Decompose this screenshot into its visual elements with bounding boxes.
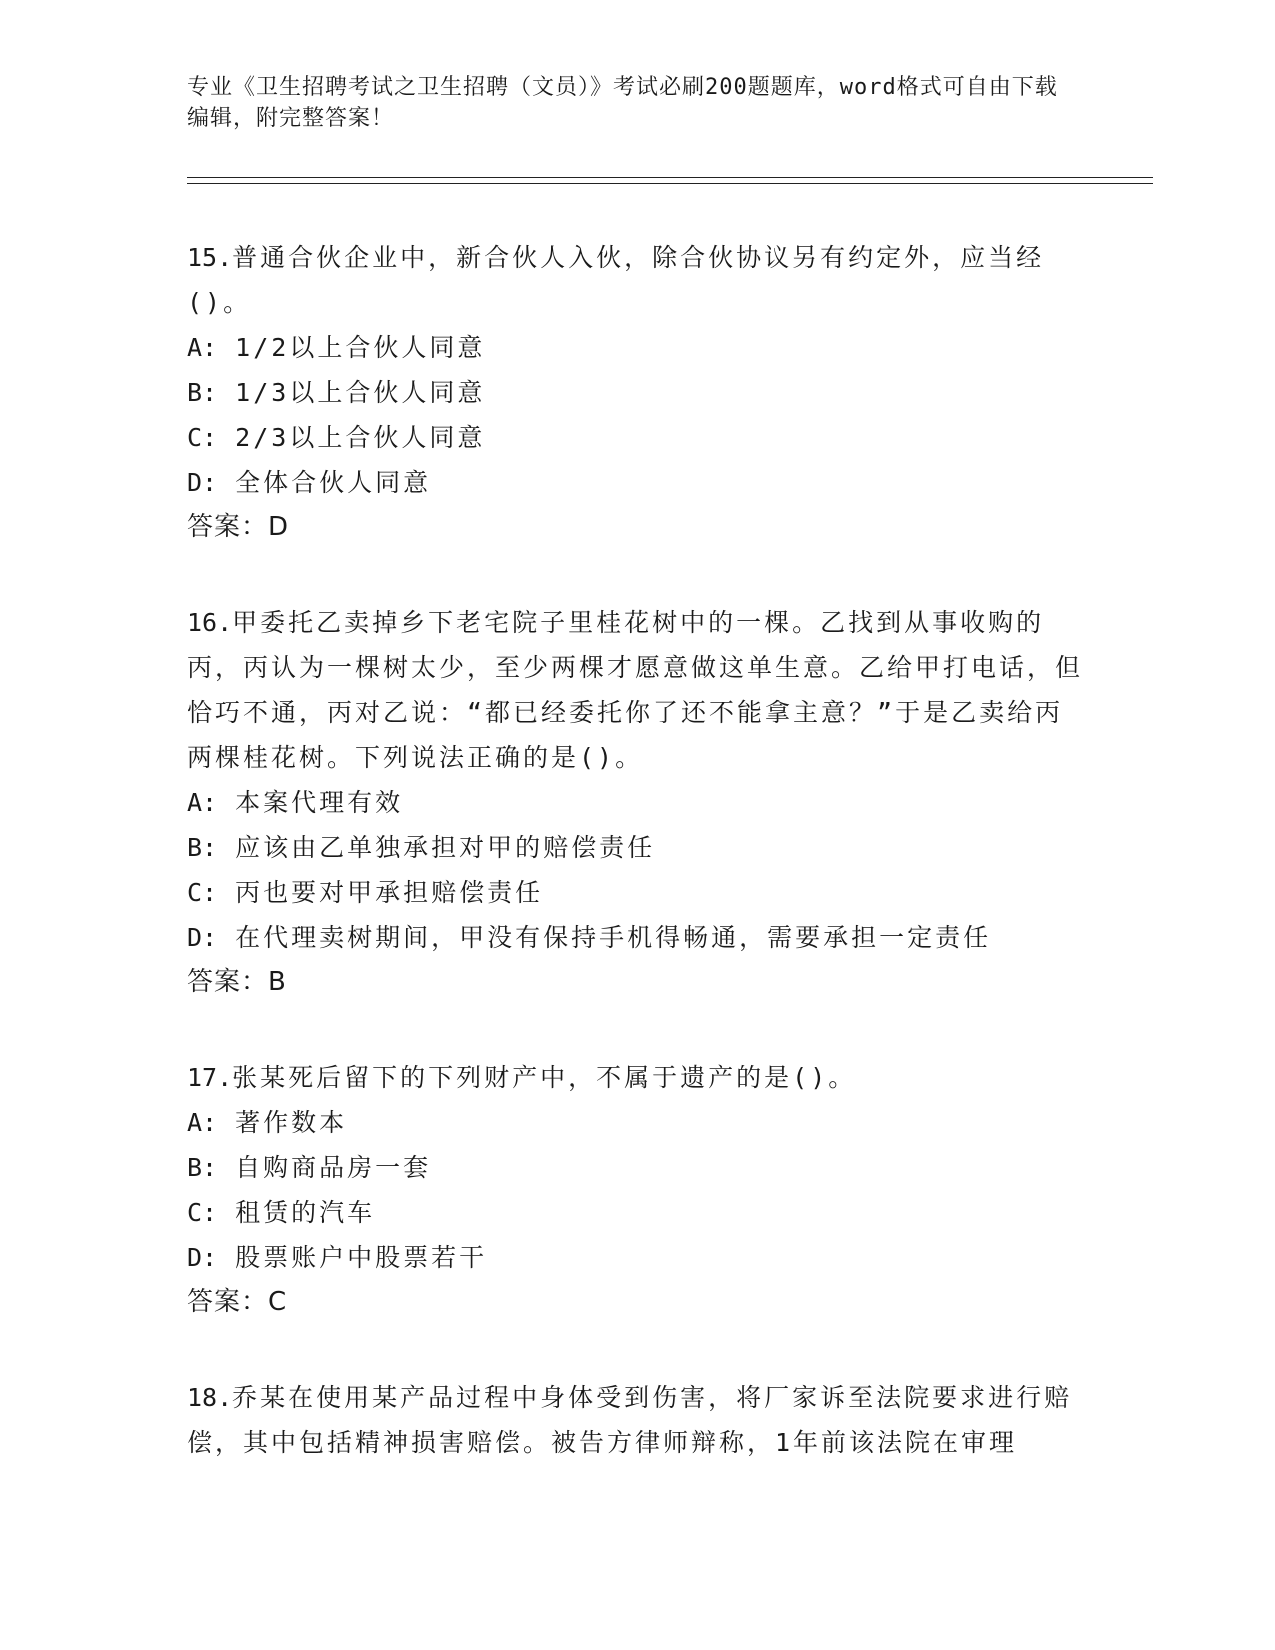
option-text: 2/3以上合伙人同意 <box>217 423 486 452</box>
document-header: 专业《卫生招聘考试之卫生招聘（文员）》考试必刷200题题库，word格式可自由下载编辑，附完整答案！ <box>187 75 1058 131</box>
option-b <box>187 825 1087 870</box>
option-text: 在代理卖树期间，甲没有保持手机得畅通，需要承担一定责任 <box>217 923 992 952</box>
option-a <box>187 780 1087 825</box>
option-d <box>187 915 1087 960</box>
question-stem <box>187 1375 1087 1465</box>
answer-line: 答案：B <box>187 967 287 997</box>
question-17 <box>187 1055 1087 1325</box>
option-letter: C: <box>187 878 218 907</box>
question-text: 普通合伙企业中，新合伙人入伙，除合伙协议另有约定外，应当经()。 <box>187 243 1045 317</box>
header-divider-bottom <box>187 183 1153 184</box>
option-a <box>187 1100 1087 1145</box>
option-letter: D: <box>187 923 218 952</box>
question-stem <box>187 600 1087 780</box>
header-divider-top <box>187 177 1153 178</box>
option-letter: C: <box>187 1198 218 1227</box>
question-16 <box>187 600 1087 1005</box>
option-text: 自购商品房一套 <box>217 1153 432 1182</box>
option-letter: D: <box>187 468 218 497</box>
option-text: 应该由乙单独承担对甲的赔偿责任 <box>217 833 656 862</box>
option-a <box>187 325 1087 370</box>
question-list <box>187 235 1087 1515</box>
question-stem <box>187 235 1087 325</box>
question-number: 17. <box>187 1063 233 1092</box>
option-text: 1/3以上合伙人同意 <box>217 378 486 407</box>
option-text: 丙也要对甲承担赔偿责任 <box>217 878 544 907</box>
option-letter: A: <box>187 333 218 362</box>
option-letter: B: <box>187 1153 218 1182</box>
question-text: 张某死后留下的下列财产中，不属于遗产的是()。 <box>232 1063 857 1092</box>
option-letter: D: <box>187 1243 218 1272</box>
option-b <box>187 1145 1087 1190</box>
option-d <box>187 1235 1087 1280</box>
option-text: 股票账户中股票若干 <box>217 1243 488 1272</box>
option-letter: B: <box>187 378 218 407</box>
question-15 <box>187 235 1087 550</box>
question-number: 18. <box>187 1383 233 1412</box>
option-letter: B: <box>187 833 218 862</box>
question-number: 15. <box>187 243 233 272</box>
option-text: 全体合伙人同意 <box>217 468 432 497</box>
question-stem <box>187 1055 1087 1100</box>
option-text: 租赁的汽车 <box>217 1198 376 1227</box>
option-letter: C: <box>187 423 218 452</box>
option-letter: A: <box>187 1108 218 1137</box>
question-text: 甲委托乙卖掉乡下老宅院子里桂花树中的一棵。乙找到从事收购的丙，丙认为一棵树太少，至少两棵才愿意做这单生意。乙给甲打电话，但恰巧不通，丙对乙说：“都已经委托你了还不能拿主意？”于是乙卖给丙两棵桂花树。下列说法正确的是()。 <box>187 608 1084 772</box>
option-c <box>187 1190 1087 1235</box>
option-b <box>187 370 1087 415</box>
option-d <box>187 460 1087 505</box>
question-text: 乔某在使用某产品过程中身体受到伤害，将厂家诉至法院要求进行赔偿，其中包括精神损害赔偿。被告方律师辩称，1年前该法院在审理 <box>187 1383 1073 1457</box>
question-18 <box>187 1375 1087 1465</box>
option-text: 本案代理有效 <box>217 788 404 817</box>
answer-line: 答案：D <box>187 512 290 542</box>
option-text: 1/2以上合伙人同意 <box>217 333 486 362</box>
question-number: 16. <box>187 608 233 637</box>
answer-line: 答案：C <box>187 1287 288 1317</box>
option-c <box>187 870 1087 915</box>
option-letter: A: <box>187 788 218 817</box>
option-text: 著作数本 <box>217 1108 348 1137</box>
option-c <box>187 415 1087 460</box>
